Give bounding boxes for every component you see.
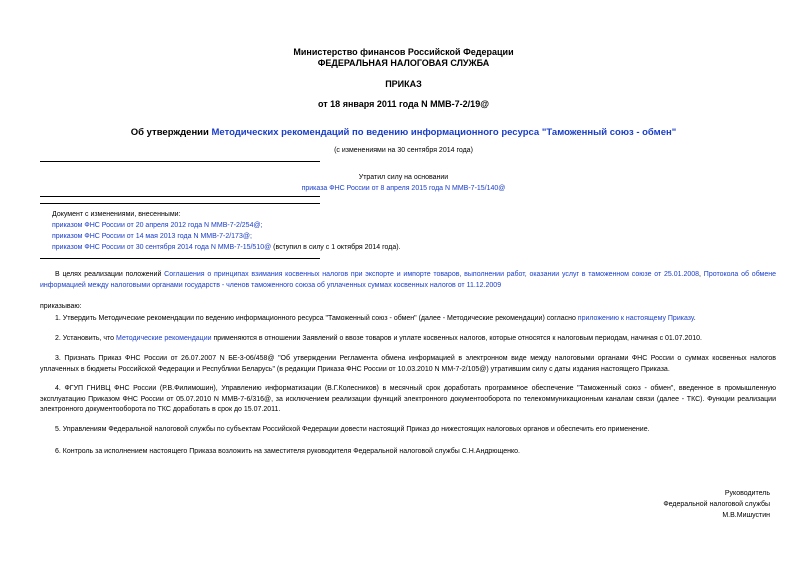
item-5: 5. Управлениям Федеральной налоговой службы по субъектам Российской Федерации довести настоящий Приказ до нижестоящих налоговых органов и обеспечить его применение. <box>55 426 650 433</box>
preamble-link-2[interactable]: Протокола об обмене информацией между налоговыми органами государств - членов таможенного союза об уплаченных суммах косвенных налогов от 11.12.2009 <box>40 271 777 289</box>
document-title <box>0 127 807 138</box>
signature-organization: Федеральной налоговой службы <box>663 501 770 508</box>
item-1-link[interactable]: приложению к настоящему Приказу <box>577 315 694 322</box>
repealed-label: Утратил силу на основании <box>358 174 449 181</box>
amendments-note: (с изменениями на 30 сентября 2014 года) <box>334 147 473 154</box>
item-2-text: 2. Установить, что <box>55 335 117 342</box>
signature-name: М.В.Мишустин <box>722 512 770 519</box>
item-1-text: 1. Утвердить Методические рекомендации по ведению информационного ресурса "Таможенный союз - обмен" (далее - Методические рекомендации) согласно <box>55 315 578 322</box>
title-link[interactable]: Методических рекомендаций по ведению информационного ресурса "Таможенный союз - обмен" <box>211 127 677 138</box>
item-2 <box>40 334 776 345</box>
separator-line <box>40 258 320 259</box>
separator-line <box>40 196 320 197</box>
preamble-paragraph <box>40 270 776 291</box>
preamble-link-1[interactable]: Соглашения о принципах взимания косвенных налогов при экспорте и импорте товаров, выполнении работ, оказании услуг в таможенном союзе от 25.01.2008 <box>164 271 700 278</box>
signature-position: Руководитель <box>724 490 770 497</box>
changes-heading: Документ с изменениями, внесенными: <box>52 211 181 218</box>
separator-line <box>40 161 320 162</box>
ministry-name: Министерство финансов Российской Федерации <box>293 47 514 57</box>
preamble-text-2: , <box>699 271 704 278</box>
document-date-number: от 18 января 2011 года N ММВ-7-2/19@ <box>318 99 489 109</box>
change-link-2[interactable]: приказом ФНС России от 14 мая 2013 года N ММВ-7-2/173@; <box>52 233 252 240</box>
change-note-3: (вступил в силу с 1 октября 2014 года). <box>271 244 401 251</box>
item-3: 3. Признать Приказ ФНС России от 26.07.2007 N БЕ-3-06/458@ "Об утверждении Регламента обмена информацией в электронном виде между налоговыми органами ФНС России о суммах косвенных налогов уплаченных в бюджеты Российской Федерации и Республики Беларусь" (в редакции Приказа ФНС России от 10.03.2010 N ММ-7-2/105@) утратившим силу с даты издания настоящего Приказа. <box>40 355 776 373</box>
item-4: 4. ФГУП ГНИВЦ ФНС России (Р.В.Филимошин), Управлению информатизации (В.Г.Колесников) в месячный срок доработать программное обеспечение "Таможенный союз - обмен", введенное в промышленную эксплуатацию Приказом ФНС России от 05.07.2010 N ММВ-7-6/316@, за исключением реализации функций электронного документооборота по телекоммуникационным каналам связи (далее - ТКС). Функции реализации электронного документооборота по ТКС доработать в срок до 15.07.2011. <box>40 385 776 413</box>
item-1-end: . <box>693 315 696 322</box>
separator-line <box>40 203 320 204</box>
signature-block <box>663 488 770 521</box>
title-prefix: Об утверждении <box>130 127 212 138</box>
preamble-text-1: В целях реализации положений <box>55 271 165 278</box>
change-link-1[interactable]: приказом ФНС России от 20 апреля 2012 года N ММВ-7-2/254@; <box>52 222 263 229</box>
repealed-link[interactable]: приказа ФНС России от 8 апреля 2015 года N ММВ-7-15/140@ <box>301 185 506 192</box>
changes-block <box>52 209 401 253</box>
order-word: приказываю: <box>40 303 82 310</box>
item-2-link[interactable]: Методические рекомендации <box>116 335 212 342</box>
item-2-end: применяются в отношении Заявлений о ввозе товаров и уплате косвенных налогов, которые относятся к налоговым периодам, начиная с 01.07.2010. <box>211 335 702 342</box>
document-type: ПРИКАЗ <box>385 79 422 89</box>
change-link-3[interactable]: приказом ФНС России от 30 сентября 2014 года N ММВ-7-15/510@ <box>52 244 272 251</box>
item-1 <box>40 314 776 325</box>
service-name: ФЕДЕРАЛЬНАЯ НАЛОГОВАЯ СЛУЖБА <box>317 58 490 68</box>
item-6: 6. Контроль за исполнением настоящего Приказа возложить на заместителя руководителя Федеральной налоговой службы С.Н.Андрющенко. <box>55 448 520 455</box>
